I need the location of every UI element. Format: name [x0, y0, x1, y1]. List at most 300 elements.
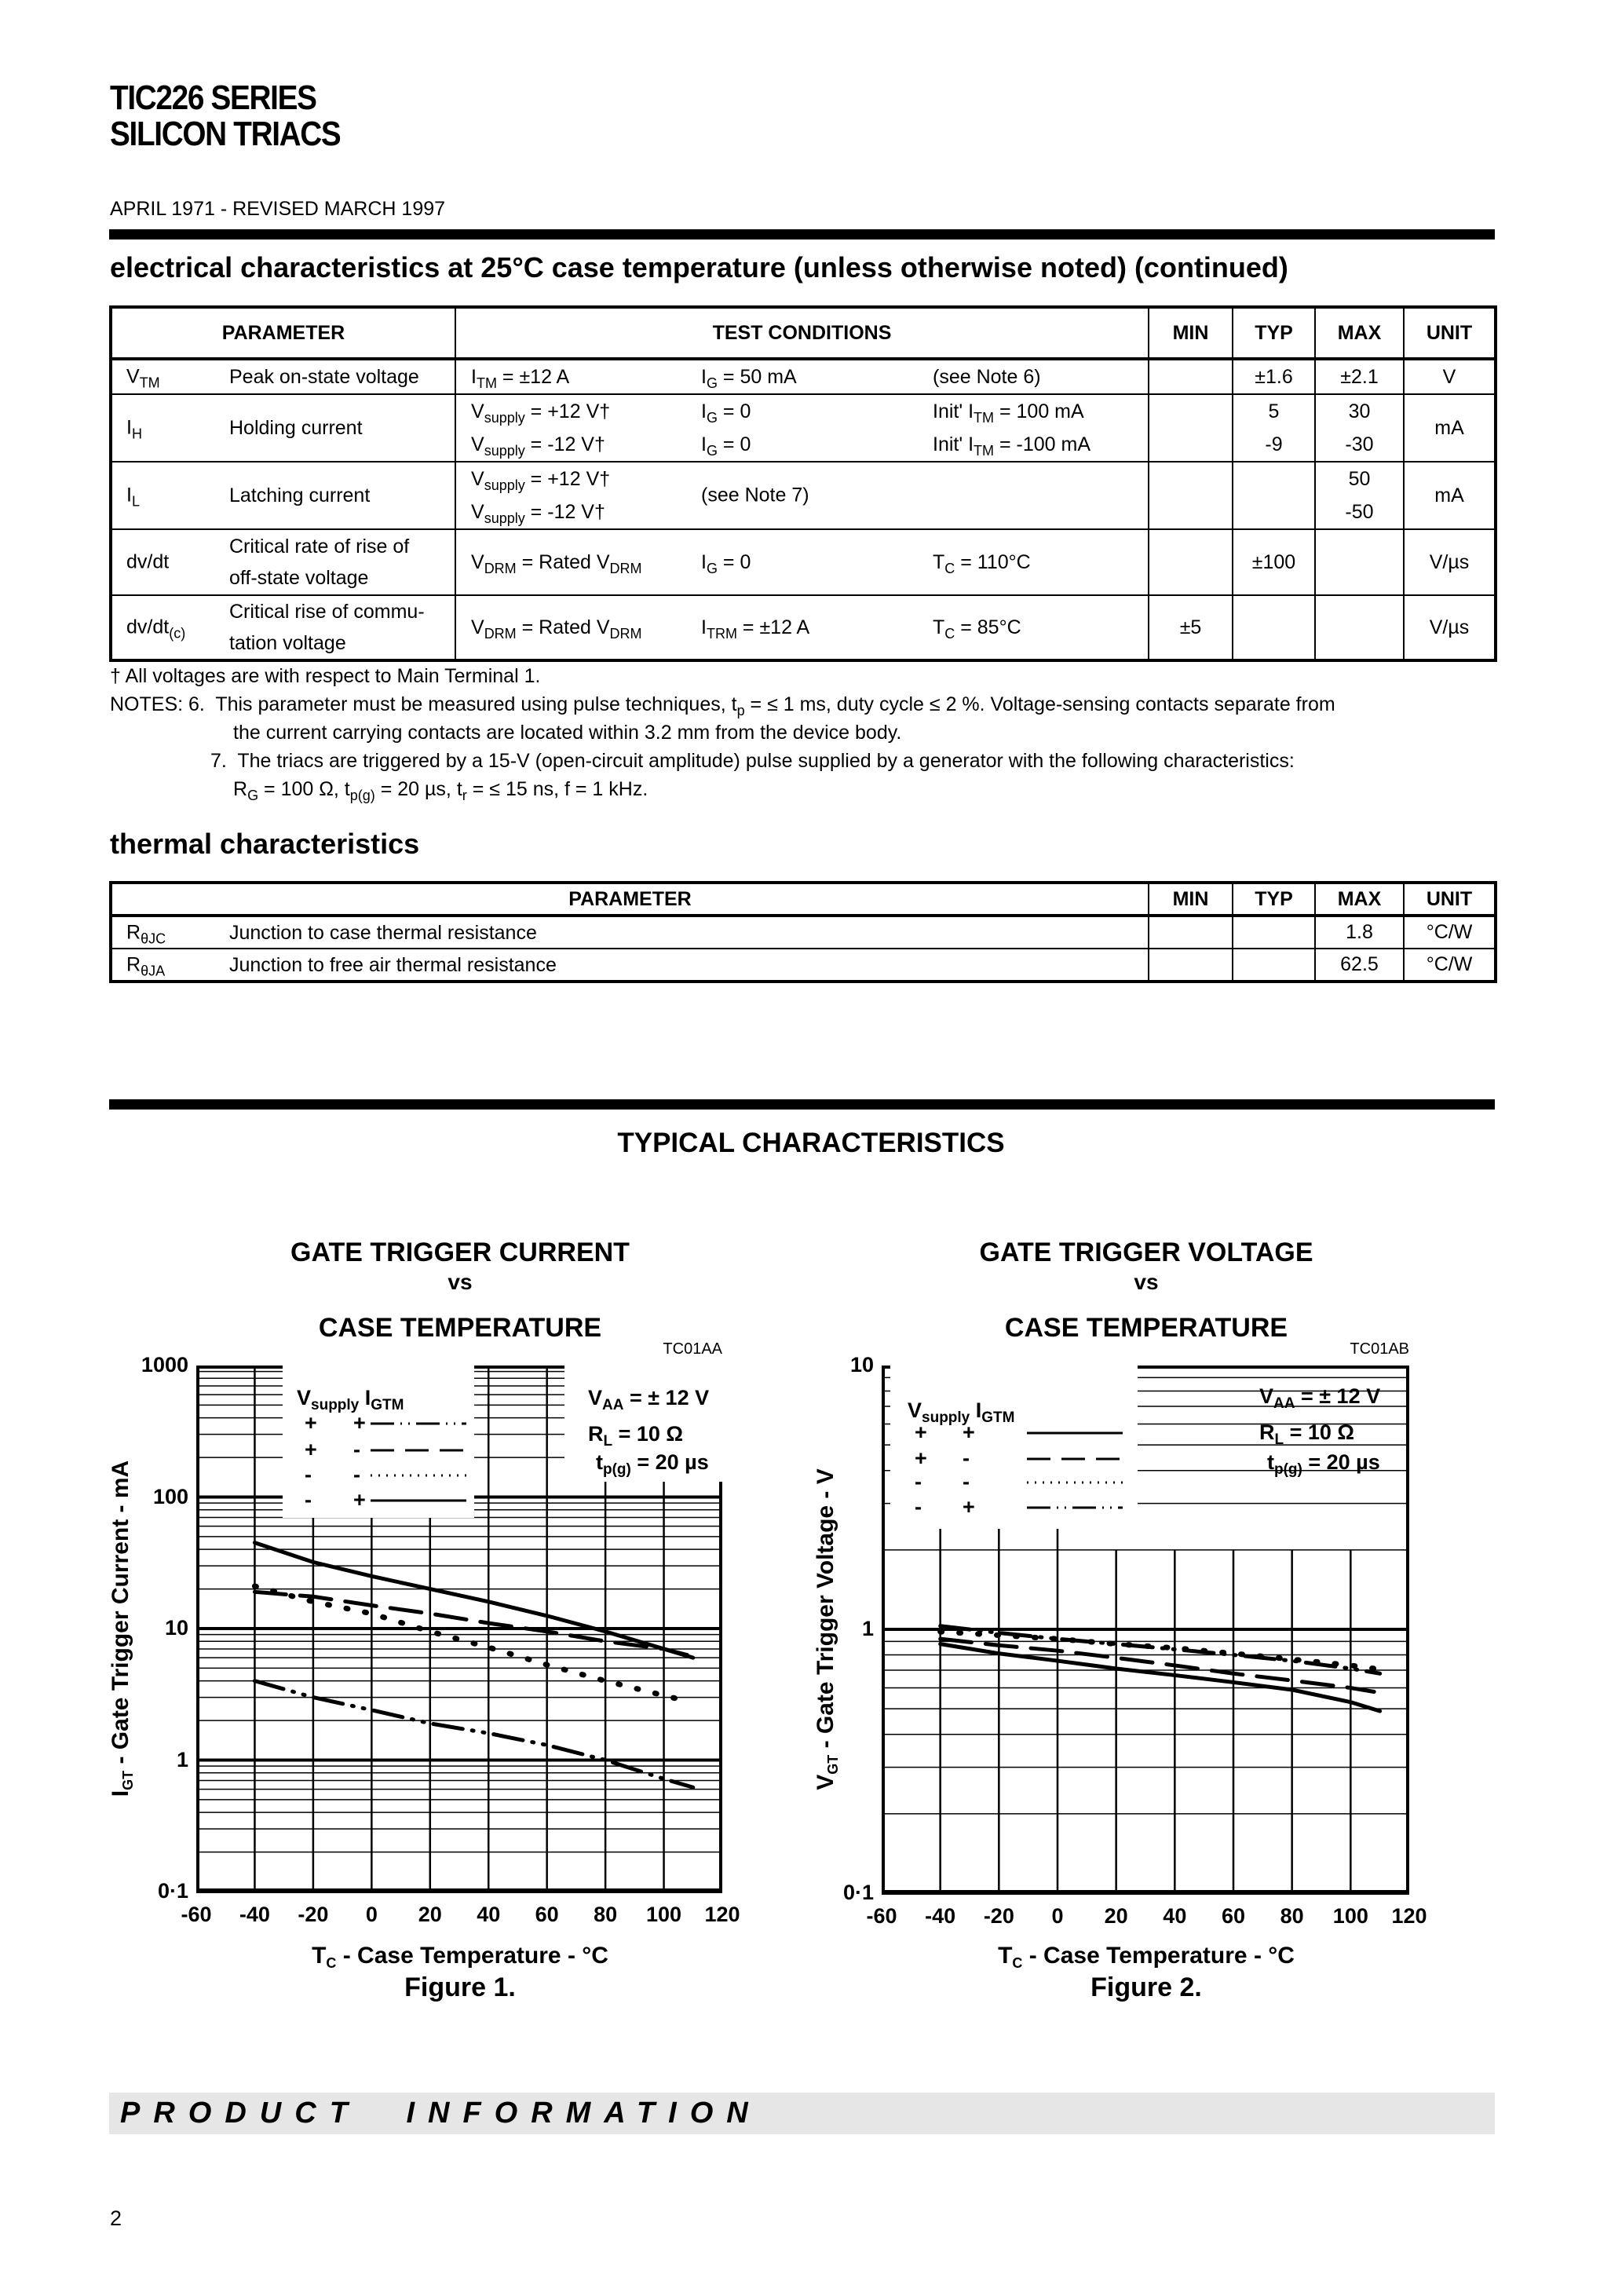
table-row: [111, 529, 1496, 595]
x-tick-label: 0: [365, 1903, 378, 1926]
text-segment: = 85°C: [955, 616, 1021, 638]
typ-cell: [1233, 529, 1315, 595]
plot-area: [196, 1366, 722, 1892]
typ-cell: [1233, 359, 1315, 394]
parameter-description: [229, 360, 419, 394]
x-tick-label: -20: [983, 1904, 1014, 1928]
y-tick-label: 1000: [141, 1353, 188, 1377]
text-segment: = +12 V†: [524, 400, 611, 422]
x-tick-label: 60: [1221, 1904, 1246, 1928]
x-tick-label: -60: [181, 1903, 212, 1926]
description-line: Critical rate of rise of: [229, 536, 410, 558]
typ-cell: [1233, 394, 1315, 462]
plot-area: [882, 1366, 1409, 1893]
chart-code: TC01AB: [1350, 1340, 1409, 1358]
chart-title: GATE TRIGGER VOLTAGE: [979, 1238, 1313, 1267]
text-segment: = 100 Ω, t: [258, 778, 350, 800]
subscript: supply: [311, 1397, 360, 1413]
test-conditions-cell: [455, 462, 1149, 529]
parameter-symbol: [126, 616, 186, 642]
value-line: 5: [1268, 400, 1280, 422]
parameter-description: Junction to free air thermal resistance: [229, 953, 557, 976]
subscript: supply: [484, 409, 525, 426]
text-segment: (see Note 6): [933, 365, 1041, 388]
axis-title-part: T: [312, 1943, 327, 1969]
subscript: DRM: [609, 560, 642, 576]
description-line: Peak on-state voltage: [229, 366, 419, 388]
note-6-sub: p: [736, 703, 745, 718]
text-segment: Init' I: [933, 400, 974, 422]
value-line: -9: [1265, 433, 1283, 455]
test-condition-label: [588, 1386, 710, 1413]
subscript: θJA: [141, 963, 166, 978]
text-segment: R: [1259, 1420, 1275, 1444]
text-segment: = ± 12 V: [623, 1386, 710, 1409]
condition: [701, 551, 933, 574]
subscript: TM: [974, 442, 995, 459]
table-row: [111, 595, 1496, 660]
subscript: G: [706, 375, 718, 391]
thermal-header-parameter: PARAMETER: [111, 883, 1149, 916]
value-line: -50: [1345, 501, 1374, 523]
legend-igtm-sign: -: [353, 1463, 360, 1486]
text-segment: = ±12 A: [496, 365, 570, 388]
text-segment: = Rated V: [516, 616, 610, 638]
table-row: [111, 394, 1496, 462]
legend-vsupply-sign: +: [915, 1446, 927, 1470]
text-segment: I: [701, 616, 707, 638]
test-condition-label: [588, 1422, 684, 1450]
text-segment: I: [126, 484, 132, 506]
parameter-symbol: [126, 484, 140, 510]
subscript: L: [1274, 1431, 1284, 1448]
table-row: [111, 949, 1496, 982]
notes: [110, 662, 1335, 803]
text-segment: I: [701, 550, 707, 573]
description-line: Latching current: [229, 484, 371, 506]
axis-title-part: C: [326, 1955, 337, 1971]
thermal-header-min: MIN: [1149, 883, 1233, 916]
header-parameter: PARAMETER: [111, 307, 455, 359]
x-tick-label: 80: [1280, 1904, 1304, 1928]
unit-cell: °C/W: [1404, 949, 1496, 982]
table-row: [111, 359, 1496, 394]
unit-cell: V/µs: [1404, 529, 1496, 595]
axis-title-part: - Case Temperature - °C: [336, 1943, 608, 1969]
y-tick-label: 100: [152, 1484, 188, 1508]
condition: [471, 501, 701, 524]
text-segment: = -100 mA: [994, 433, 1090, 455]
parameter-cell: [111, 462, 455, 529]
x-tick-label: 100: [1332, 1904, 1368, 1928]
test-conditions-cell: [455, 529, 1149, 595]
parameter-description: [229, 478, 370, 513]
condition-line: [456, 546, 1148, 579]
text-segment: V: [1259, 1384, 1274, 1408]
legend-igtm-sign: -: [963, 1470, 970, 1493]
y-tick-label: 1: [176, 1747, 188, 1771]
condition: [471, 551, 701, 574]
subscript: supply: [484, 442, 525, 459]
value-line: ±100: [1251, 551, 1296, 573]
x-tick-label: 60: [535, 1903, 559, 1926]
subscript: supply: [484, 477, 525, 493]
x-tick-label: 120: [704, 1903, 740, 1926]
parameter-cell: [111, 916, 1149, 949]
note-7-text: The triacs are triggered by a 15-V (open-circuit amplitude) pulse supplied by a generator with the following characteristics:: [237, 750, 1295, 772]
x-tick-label: 120: [1391, 1904, 1427, 1928]
text-segment: V: [471, 550, 484, 573]
parameter-cell: [111, 595, 455, 660]
condition: [701, 400, 933, 426]
parameter-description: Junction to case thermal resistance: [229, 921, 537, 944]
thermal-table: [109, 881, 1497, 983]
y-tick-label: 0·1: [157, 1879, 188, 1903]
text-segment: = 10 Ω: [612, 1422, 684, 1446]
subscript: G: [706, 442, 718, 459]
text-segment: T: [933, 616, 945, 638]
figure-caption: Figure 2.: [1090, 1972, 1202, 2002]
thermal-header-typ: TYP: [1233, 883, 1315, 916]
legend-vsupply-sign: -: [305, 1463, 312, 1486]
parameter-cell: [111, 394, 455, 462]
legend-igtm-sign: +: [353, 1411, 366, 1435]
test-condition-label: [1267, 1450, 1380, 1478]
legend-vsupply-sign: +: [305, 1438, 317, 1461]
parameter-symbol: [126, 417, 142, 440]
y-axis-title: [813, 1468, 839, 1790]
unit-cell: mA: [1404, 394, 1496, 462]
subscript: C: [944, 560, 955, 576]
unit-cell: V/µs: [1404, 595, 1496, 660]
min-cell: [1149, 359, 1233, 394]
subscript: G: [706, 560, 718, 576]
text-segment: I: [701, 365, 707, 388]
x-tick-label: 0: [1051, 1904, 1064, 1928]
text-segment: V: [126, 365, 140, 388]
subscript: TM: [974, 409, 995, 426]
test-conditions-cell: [455, 394, 1149, 462]
page-number: 2: [110, 2206, 122, 2230]
electrical-title: electrical characteristics at 25°C case temperature (unless otherwise noted) (continued): [110, 251, 1288, 283]
axis-title-part: - Gate Trigger Voltage - V: [813, 1468, 838, 1755]
subscript: r: [462, 788, 467, 803]
header-unit: UNIT: [1404, 307, 1496, 359]
divider: [109, 229, 1495, 239]
series-line-minus-plus: [254, 1543, 692, 1658]
legend-igtm-sign: +: [963, 1495, 975, 1519]
x-axis-title: [871, 1943, 1421, 1969]
subscript: GTM: [981, 1409, 1015, 1426]
legend-vsupply-sign: -: [915, 1495, 922, 1519]
text-segment: I: [126, 416, 132, 439]
divider: [109, 1099, 1495, 1110]
x-tick-label: 40: [1163, 1904, 1187, 1928]
text-segment: = 100 mA: [994, 400, 1084, 422]
legend-header: [297, 1386, 404, 1413]
text-segment: R: [233, 778, 248, 800]
unit-cell: V: [1404, 359, 1496, 394]
max-cell: [1315, 462, 1404, 529]
text-segment: t: [596, 1450, 603, 1474]
axis-title-part: T: [998, 1943, 1013, 1969]
x-tick-label: 80: [594, 1903, 618, 1926]
y-tick-label: 1: [861, 1617, 874, 1640]
text-segment: = Rated V: [516, 550, 610, 573]
x-tick-label: -60: [866, 1904, 897, 1928]
thermal-header-unit: UNIT: [1404, 883, 1496, 916]
x-tick-label: -40: [925, 1904, 956, 1928]
subscript: AA: [1273, 1395, 1295, 1412]
x-tick-label: -40: [239, 1903, 270, 1926]
note-7: [110, 747, 1335, 775]
legend-vsupply-sign: +: [915, 1420, 927, 1444]
value-line: ±1.6: [1255, 366, 1293, 388]
legend-igtm-sign: +: [963, 1420, 975, 1444]
text-segment: = -12 V†: [524, 433, 605, 455]
parameter-symbol: [126, 953, 165, 976]
subscript: H: [131, 426, 142, 442]
test-condition-label: [596, 1450, 709, 1478]
legend-header: [908, 1398, 1015, 1426]
max-cell: [1315, 595, 1404, 660]
axis-title-part: GT: [120, 1770, 136, 1790]
text-segment: V: [471, 500, 484, 523]
description-line: tation voltage: [229, 632, 346, 654]
axis-title-part: - Case Temperature - °C: [1022, 1943, 1295, 1969]
axis-title-part: I: [108, 1790, 133, 1797]
unit-cell: mA: [1404, 462, 1496, 529]
header-typ: TYP: [1233, 307, 1315, 359]
thermal-header-max: MAX: [1315, 883, 1404, 916]
text-segment: = 20 µs: [630, 1450, 709, 1474]
parameter-cell: [111, 529, 455, 595]
test-condition-label: [1259, 1420, 1355, 1448]
y-tick-label: 10: [164, 1616, 188, 1640]
series-line-minus-plus: [941, 1626, 1380, 1674]
y-tick-label: 0·1: [842, 1881, 874, 1904]
legend-igtm-sign: +: [353, 1488, 366, 1512]
condition-line: [456, 428, 1148, 461]
text-segment: = ≤ 15 ns, f = 1 kHz.: [466, 778, 648, 800]
min-cell: [1149, 949, 1233, 982]
min-cell: [1149, 916, 1233, 949]
text-segment: (see Note 7): [701, 484, 809, 506]
typ-cell: [1233, 916, 1315, 949]
chart-title: GATE TRIGGER CURRENT: [290, 1238, 630, 1267]
x-tick-label: 40: [477, 1903, 501, 1926]
text-segment: I: [701, 433, 707, 455]
unit-cell: °C/W: [1404, 916, 1496, 949]
note-6-line2: the current carrying contacts are located within 3.2 mm from the device body.: [233, 722, 902, 744]
subscript: p(g): [1274, 1461, 1302, 1478]
series-title: TIC226 SERIES: [110, 79, 316, 117]
condition: [933, 400, 1084, 426]
legend-igtm-sign: -: [963, 1446, 970, 1470]
typical-characteristics-title: TYPICAL CHARACTERISTICS: [617, 1128, 1005, 1158]
text-segment: dv/dt: [126, 616, 170, 638]
legend-vsupply-sign: -: [915, 1470, 922, 1493]
subscript: TRM: [706, 625, 737, 642]
text-segment: = 0: [717, 433, 751, 455]
condition: [471, 468, 701, 491]
typ-cell: [1233, 462, 1315, 529]
condition-note: [701, 484, 809, 507]
axis-title-part: C: [1012, 1955, 1023, 1971]
parameter-symbol: [126, 366, 160, 389]
product-information-banner: PRODUCT INFORMATION: [109, 2093, 1495, 2134]
condition: [933, 616, 1021, 642]
legend-igtm-sign: -: [353, 1438, 360, 1461]
subscript: G: [706, 409, 718, 426]
text-segment: = +12 V†: [524, 467, 611, 490]
subscript: G: [247, 788, 259, 803]
value-line: ±5: [1179, 616, 1202, 638]
subscript: θJC: [141, 930, 166, 946]
condition: [933, 433, 1090, 459]
description-line: Holding current: [229, 417, 363, 439]
header-test-conditions: TEST CONDITIONS: [455, 307, 1149, 359]
subscript: p(g): [349, 788, 375, 803]
text-segment: I: [970, 1398, 982, 1422]
text-segment: V: [297, 1386, 312, 1409]
parameter-cell: [111, 359, 455, 394]
subscript: C: [944, 625, 955, 642]
table-row: [111, 916, 1496, 949]
text-segment: = 50 mA: [717, 365, 797, 388]
notes-label: NOTES: 6.: [110, 693, 205, 715]
parameter-description: [229, 596, 425, 659]
text-segment: = 20 µs: [1302, 1450, 1380, 1474]
axis-title-part: GT: [825, 1754, 841, 1775]
x-tick-label: -20: [298, 1903, 329, 1926]
typ-cell: [1233, 595, 1315, 660]
condition: [471, 366, 701, 389]
min-cell: [1149, 529, 1233, 595]
subscript: supply: [484, 510, 525, 526]
condition: [701, 433, 933, 459]
value-line: 30: [1348, 400, 1371, 422]
legend-vsupply-sign: +: [305, 1411, 317, 1435]
header-max: MAX: [1315, 307, 1404, 359]
x-tick-label: 20: [1104, 1904, 1128, 1928]
text-segment: T: [933, 550, 945, 573]
max-cell: [1315, 359, 1404, 394]
parameter-symbol: [126, 921, 166, 944]
text-segment: Init' I: [933, 433, 974, 455]
condition: [471, 400, 701, 426]
max-cell: 1.8: [1315, 916, 1404, 949]
note-6: [110, 690, 1335, 718]
text-segment: = 110°C: [955, 550, 1031, 573]
x-tick-label: 100: [646, 1903, 682, 1926]
condition: [933, 551, 1031, 574]
note-7-label: 7.: [210, 750, 227, 772]
note-6-text: This parameter must be measured using pulse techniques, t: [215, 693, 737, 715]
subscript: L: [131, 493, 140, 510]
text-segment: = 0: [717, 550, 751, 573]
text-segment: = ± 12 V: [1295, 1384, 1381, 1408]
chart-title: vs: [448, 1270, 473, 1294]
y-tick-label: 10: [849, 1353, 874, 1377]
text-segment: V: [471, 467, 484, 490]
electrical-table: [109, 305, 1497, 662]
chart-code: TC01AA: [663, 1340, 722, 1358]
subscript: GTM: [371, 1397, 404, 1413]
test-condition-label: [1259, 1384, 1381, 1412]
axis-title-part: - Gate Trigger Current - mA: [108, 1460, 133, 1771]
subscript: TM: [139, 375, 160, 391]
condition: [701, 616, 933, 642]
chart-title: CASE TEMPERATURE: [1004, 1313, 1288, 1343]
value-line: 50: [1348, 468, 1371, 490]
parameter-symbol: [126, 551, 169, 574]
text-segment: R: [126, 921, 141, 943]
value-line: ±2.1: [1340, 366, 1379, 388]
condition: [933, 366, 1041, 389]
subscript: DRM: [484, 625, 517, 642]
axis-title-part: V: [813, 1774, 838, 1790]
text-segment: V: [588, 1386, 603, 1409]
series-line-plus-minus: [254, 1592, 687, 1654]
subscript: TM: [476, 375, 497, 391]
subscript: p(g): [603, 1461, 631, 1478]
subscript: L: [603, 1433, 613, 1450]
typ-cell: [1233, 949, 1315, 982]
subscript: supply: [922, 1409, 970, 1426]
test-conditions-cell: [455, 359, 1149, 394]
condition: [471, 616, 701, 642]
condition: [701, 366, 933, 389]
text-segment: = 0: [717, 400, 751, 422]
text-segment: = -12 V†: [524, 500, 605, 523]
product-title: SILICON TRIACS: [110, 115, 341, 153]
header-min: MIN: [1149, 307, 1233, 359]
revision-date: APRIL 1971 - REVISED MARCH 1997: [110, 198, 446, 220]
x-axis-title: [185, 1943, 735, 1969]
legend-vsupply-sign: -: [305, 1488, 312, 1512]
thermal-title: thermal characteristics: [110, 828, 420, 860]
subscript: (c): [169, 625, 186, 642]
description-line: Critical rise of commu-: [229, 601, 425, 623]
condition-line: [456, 395, 1148, 428]
max-cell: [1315, 394, 1404, 462]
description-line: off-state voltage: [229, 567, 369, 589]
chart-title: CASE TEMPERATURE: [318, 1313, 602, 1343]
condition-line: [456, 611, 1148, 644]
y-axis-title: [108, 1461, 134, 1797]
subscript: DRM: [609, 625, 642, 642]
note-6-text-b: = ≤ 1 ms, duty cycle ≤ 2 %. Voltage-sensing contacts separate from: [744, 693, 1335, 715]
value-line: -30: [1345, 433, 1374, 455]
text-segment: V: [908, 1398, 922, 1422]
text-segment: R: [126, 953, 141, 975]
dagger-note: † All voltages are with respect to Main Terminal 1.: [110, 665, 541, 687]
text-segment: = 20 µs, t: [374, 778, 462, 800]
text-segment: I: [359, 1386, 371, 1409]
condition-line: [456, 360, 1148, 393]
min-cell: [1149, 462, 1233, 529]
subscript: AA: [602, 1397, 624, 1413]
figure-caption: Figure 1.: [404, 1972, 516, 2002]
legend-box: [890, 1366, 1138, 1529]
max-cell: [1315, 529, 1404, 595]
text-segment: V: [471, 433, 484, 455]
text-segment: R: [588, 1422, 604, 1446]
chart-title: vs: [1134, 1270, 1159, 1294]
parameter-description: [229, 411, 363, 445]
max-cell: 62.5: [1315, 949, 1404, 982]
